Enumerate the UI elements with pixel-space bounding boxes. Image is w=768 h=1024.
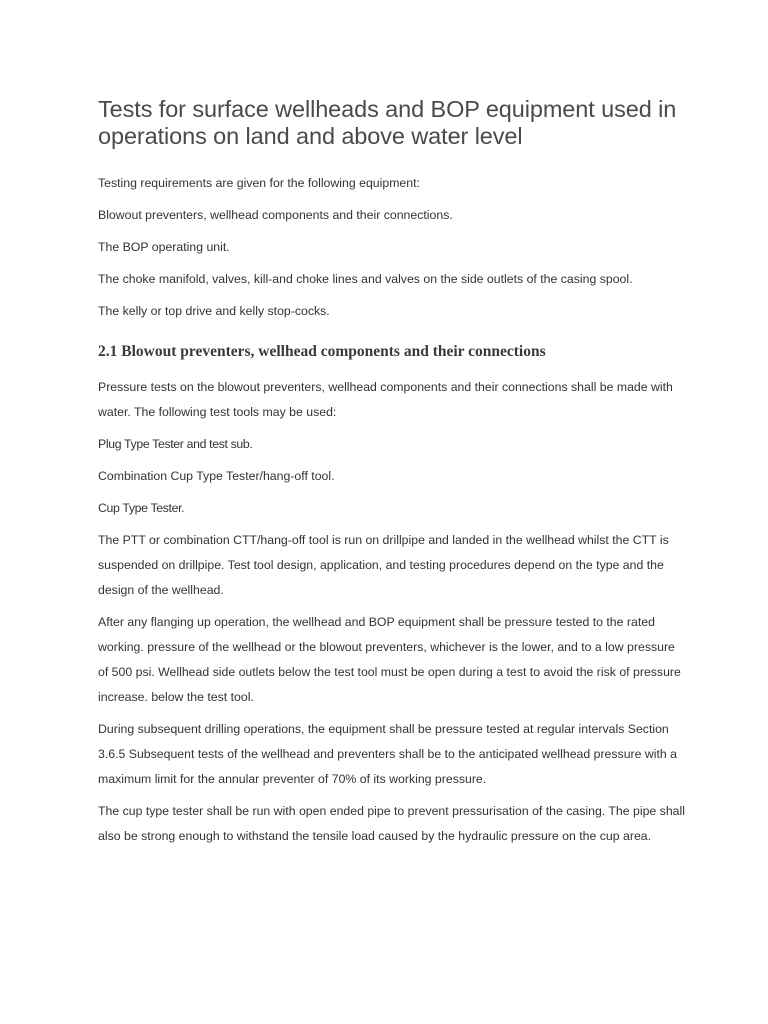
section-paragraph-cup-type-tester: The cup type tester shall be run with open ended pipe to prevent pressurisation of the casing. The pipe shall also be strong enough to withstand the tensile load caused by the hydraulic pressure on the cup area. — [98, 804, 685, 843]
section-heading: 2.1 Blowout preventers, wellhead components and their connections — [98, 343, 546, 360]
intro-paragraph: Testing requirements are given for the following equipment: — [98, 176, 420, 190]
equipment-item-blowout-preventers: Blowout preventers, wellhead components and their connections. — [98, 208, 453, 222]
section-paragraph-flanging: After any flanging up operation, the wellhead and BOP equipment shall be pressure tested to the rated working. pressure of the wellhead or the blowout preventers, whichever is the lower, and to a low pressure of 500 psi. Wellhead side outlets below the test tool must be open during a test to avoid the risk of pressure increase. below the test tool. — [98, 615, 681, 704]
equipment-item-choke-manifold: The choke manifold, valves, kill-and choke lines and valves on the side outlets of the casing spool. — [98, 272, 633, 286]
section-paragraph-pressure-tests: Pressure tests on the blowout preventers, wellhead components and their connections shall be made with water. The following test tools may be used: — [98, 380, 673, 419]
test-tool-item-cup-type: Cup Type Tester. — [98, 501, 185, 515]
equipment-item-kelly: The kelly or top drive and kelly stop-cocks. — [98, 304, 330, 318]
document-title: Tests for surface wellheads and BOP equipment used in operations on land and above water level — [98, 96, 677, 149]
section-paragraph-ptt: The PTT or combination CTT/hang-off tool is run on drillpipe and landed in the wellhead whilst the CTT is suspended on drillpipe. Test tool design, application, and testing procedures depend on the type and the design of the wellhead. — [98, 533, 669, 597]
section-paragraph-subsequent-drilling: During subsequent drilling operations, the equipment shall be pressure tested at regular intervals Section 3.6.5 Subsequent tests of the wellhead and preventers shall be to the anticipated wellhead pressure with a maximum limit for the annular preventer of 70% of its working pressure. — [98, 722, 678, 786]
test-tool-item-combination-cup: Combination Cup Type Tester/hang-off tool. — [98, 469, 335, 483]
equipment-item-bop-operating-unit: The BOP operating unit. — [98, 240, 230, 254]
document-body — [98, 96, 688, 856]
test-tool-item-plug-type: Plug Type Tester and test sub. — [98, 437, 253, 451]
